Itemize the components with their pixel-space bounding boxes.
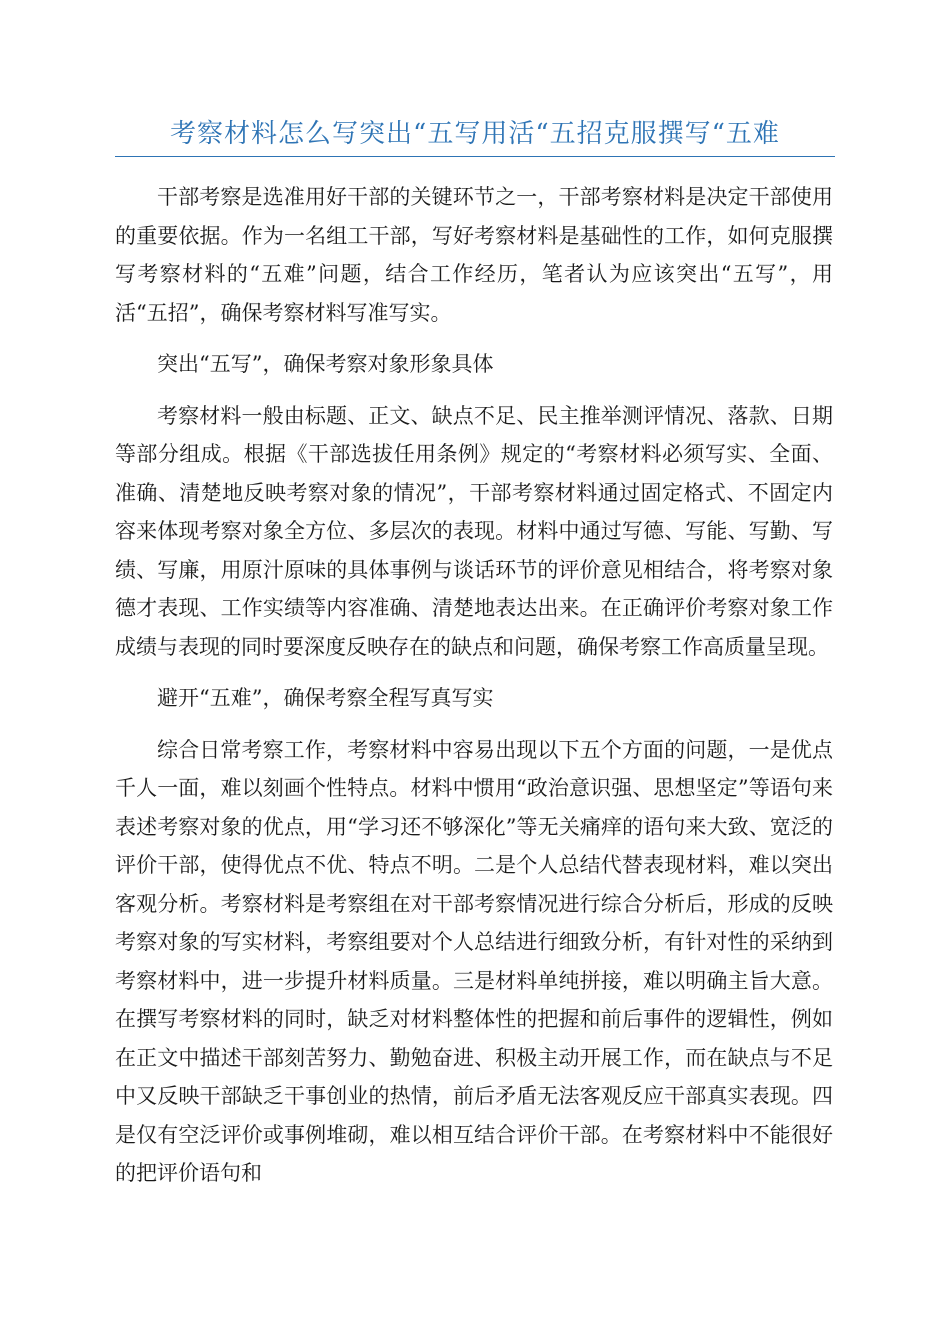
section-heading-five-writes: 突出“五写”，确保考察对象形象具体 [157,352,494,376]
title-underline [115,156,835,157]
document-body [115,178,833,1206]
section-heading-five-difficulties: 避开“五难”，确保考察全程写真写实 [157,686,494,710]
paragraph-five-writes: 考察材料一般由标题、正文、缺点不足、民主推举测评情况、落款、日期等部分组成。根据《干部选拔任用条例》规定的“考察材料必须写实、全面、准确、清楚地反映考察对象的情况”，干部考察材料通过固定格式、不固定内容来体现考察对象全方位、多层次的表现。材料中通过写德、写能、写勤、写绩、写廉，用原汁原味的具体事例与谈话环节的评价意见相结合，将考察对象德才表现、工作实绩等内容准确、清楚地表达出来。在正确评价考察对象工作成绩与表现的同时要深度反映存在的缺点和问题，确保考察工作高质量呈现。 [115,403,833,659]
document-title: 考察材料怎么写突出“五写用活“五招克服撰写“五难 [170,119,780,149]
paragraph-intro: 干部考察是选准用好干部的关键环节之一，干部考察材料是决定干部使用的重要依据。作为一名组工干部，写好考察材料是基础性的工作，如何克服撰写考察材料的“五难”问题，结合工作经历，笔者认为应该突出“五写”，用活“五招”，确保考察材料写准写实。 [115,185,833,325]
paragraph-five-difficulties: 综合日常考察工作，考察材料中容易出现以下五个方面的问题，一是优点千人一面，难以刻画个性特点。材料中惯用“政治意识强、思想坚定”等语句来表述考察对象的优点，用“学习还不够深化”等无关痛痒的语句来大致、宽泛的评价干部，使得优点不优、特点不明。二是个人总结代替表现材料，难以突出客观分析。考察材料是考察组在对干部考察情况进行综合分析后，形成的反映考察对象的写实材料，考察组要对个人总结进行细致分析，有针对性的采纳到考察材料中，进一步提升材料质量。三是材料单纯拼接，难以明确主旨大意。在撰写考察材料的同时，缺乏对材料整体性的把握和前后事件的逻辑性，例如在正文中描述干部刻苦努力、勤勉奋进、积极主动开展工作，而在缺点与不足中又反映干部缺乏干事创业的热情，前后矛盾无法客观反应干部真实表现。四是仅有空泛评价或事例堆砌，难以相互结合评价干部。在考察材料中不能很好的把评价语句和 [115,737,833,1185]
